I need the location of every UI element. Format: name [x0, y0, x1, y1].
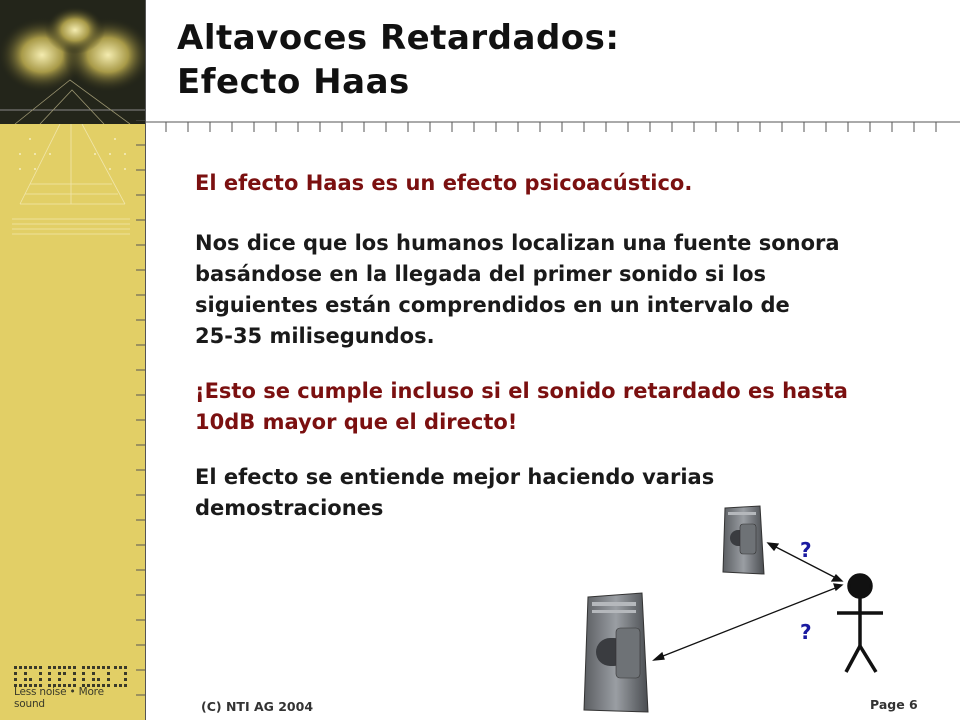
explanation-paragraph [195, 228, 895, 352]
text-line: El efecto se entiende mejor haciendo varias [195, 465, 715, 489]
text-line: 10dB mayor que el directo! [195, 410, 518, 434]
highlight-paragraph [195, 376, 895, 438]
question-mark-bottom: ? [800, 620, 812, 644]
text-line: 25-35 milisegundos. [195, 324, 435, 348]
text-line: Nos dice que los humanos localizan una fuente sonora [195, 231, 840, 255]
slide-title [177, 16, 620, 104]
intro-paragraph: El efecto Haas es un efecto psicoacústico. [195, 171, 693, 195]
text-line: demostraciones [195, 496, 384, 520]
text-line: ¡Esto se cumple incluso si el sonido retardado es hasta [195, 379, 848, 403]
page-number: Page 6 [870, 697, 918, 712]
question-mark-top: ? [800, 538, 812, 562]
loudspeaker-icon [584, 593, 648, 712]
title-line-1: Altavoces Retardados: [177, 18, 620, 58]
sidebar [0, 0, 145, 720]
copyright-footer: (C) NTI AG 2004 [201, 699, 314, 714]
vertical-ruler [126, 120, 146, 710]
loudspeaker-icon [723, 506, 764, 574]
title-line-2: Efecto Haas [177, 62, 410, 102]
text-line: basándose en la llegada del primer sonido si los [195, 262, 767, 286]
slide-body [195, 168, 895, 524]
logo-tagline: Less noise • More sound [14, 686, 104, 710]
haas-diagram [580, 500, 900, 715]
header-photo [0, 0, 145, 124]
stick-figure-icon [837, 575, 883, 672]
horizontal-ruler [146, 110, 960, 134]
text-line: siguientes están comprendidos en un intervalo de [195, 293, 790, 317]
perspective-grid-art [0, 124, 145, 254]
